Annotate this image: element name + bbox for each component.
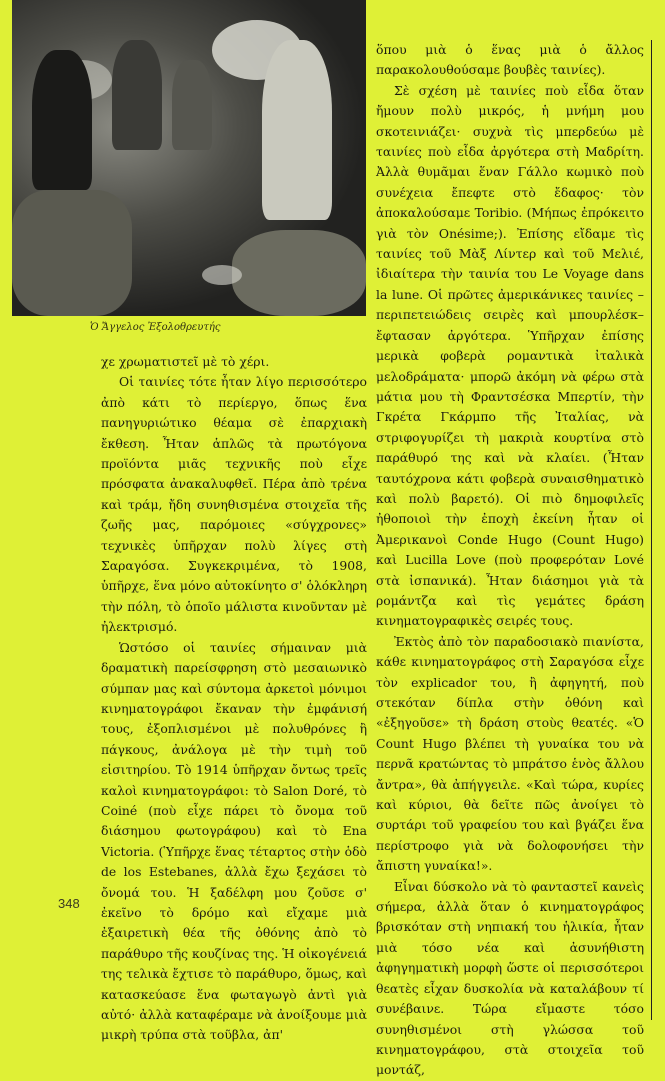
page-edge-rule: [651, 40, 652, 1020]
paragraph: χε χρωματιστεῖ μὲ τὸ χέρι.: [101, 354, 270, 369]
paragraph: Ὡστόσο οἱ ταινίες σήμαιναν μιὰ δραματικὴ παρείσφρηση στὸ μεσαιωνικὸ σύμπαν μας καὶ σύντομα ἀρκετοὶ μόνιμοι κινηματογράφοι ἔκαναν τὴν ἐμφάνισή τους, ἐξοπλισμένοι μὲ πολυθρόνες ἢ πάγκους, ἀνάλογα μὲ τὴν τιμὴ τοῦ εἰσιτηρίου. Τὸ 1914 ὑπῆρχαν ὄντως τρεῖς καλοὶ κινηματογράφοι: τὸ Salon Doré, τὸ Coiné (ποὺ εἶχε πάρει τὸ ὄνομα τοῦ διάσημου φωτογράφου) καὶ τὸ Ena Victoria. (Ὑπῆρχε ἕνας τέταρτος στὴν ὁδὸ de los Estebanes, ἀλλὰ ἔχω ξεχάσει τὸ ὄνομά του. Ἡ ξαδέλφη μου ζοῦσε σ' ἐκεῖνο τὸ δρόμο καὶ εἴχαμε μιὰ ἐξαιρετικὴ θέα τῆς ὀθόνης ἀπὸ τὸ παράθυρο τῆς κουζίνας της. Ἡ οἰκογένειά της τελικὰ ἔχτισε τὸ παράθυρο, ὅμως, καὶ κατασκεύασε ἕνα φωταγωγὸ ἀντὶ γιὰ αὐτό· ἀλλὰ καταφέραμε νὰ ἀνοίξουμε μιὰ μικρὴ τρύπα στὰ τοῦβλα, ἀπ': [101, 639, 367, 1043]
paragraph: Ἐκτὸς ἀπὸ τὸν παραδοσιακὸ πιανίστα, κάθε κινηματογράφος στὴ Σαραγόσα εἶχε τὸν explicador του, ἢ ἀφηγητή, ποὺ στεκόταν δίπλα στὴν ὀθόνη καὶ «ἐξηγοῦσε» τὴ δράση στοὺς θεατές. «Ὁ Count Hugo βλέπει τὴ γυναίκα του νὰ περνᾶ κρατώντας τὸ μπράτσο ἑνὸς ἄλλου ἄντρα», θὰ ἀπήγγειλε. «Καὶ τώρα, κυρίες καὶ κύριοι, θὰ δεῖτε πῶς ἀνοίγει τὸ συρτάρι τοῦ γραφείου του καὶ βγάζει ἕνα περίστροφο γιὰ νὰ δολοφονήσει τὴν ἄπιστη γυναίκα!».: [376, 633, 644, 874]
paragraph: Οἱ ταινίες τότε ἦταν λίγο περισσότερο ἀπὸ κάτι τὸ περίεργο, ὅπως ἕνα πανηγυριώτικο θέαμα σὲ ἐπαρχιακὴ ἔκθεση. Ἦταν ἁπλῶς τὰ πρωτόγονα προϊόντα μιᾶς τεχνικῆς ποὺ εἶχε πρόσφατα ἀνακαλυφθεῖ. Πέρα ἀπὸ τρένα καὶ τράμ, ἤδη συνηθισμένα στοιχεῖα τῆς ζωῆς μας, παρόμοιες «σύγχρονες» τεχνικὲς ὑπῆρχαν πολὺ λίγες στὴ Σαραγόσα. Συγκεκριμένα, τὸ 1908, ὑπῆρχε, ἕνα μόνο αὐτοκίνητο σ' ὁλόκληρη τὴν πόλη, τὸ ὁποῖο μάλιστα κινοῦνταν μὲ ἠλεκτρισμό.: [101, 374, 367, 635]
right-text-column: [376, 40, 644, 1081]
paragraph: Εἶναι δύσκολο νὰ τὸ φανταστεῖ κανεὶς σήμερα, ἀλλὰ ὅταν ὁ κινηματογράφος βρισκόταν στὴ νηπιακή του ἡλικία, ἦταν μιὰ τόσο νέα καὶ ἀσυνήθιστη ἀφηγηματικὴ μορφὴ ὥστε οἱ περισσότεροι θεατὲς εἶχαν δυσκολία νὰ καταλάβουν τί συνέβαινε. Τώρα εἴμαστε τόσο συνηθισμένοι στὴ γλώσσα τοῦ κινηματογράφου, στὰ στοιχεῖα τοῦ μοντάζ,: [376, 878, 644, 1078]
photo-caption: Ὁ Ἄγγελος Ἐξολοθρευτής: [90, 322, 221, 333]
page-number: 348: [58, 896, 80, 911]
left-text-column: [101, 352, 367, 1046]
film-still-photo: [12, 0, 366, 316]
paragraph: ὅπου μιὰ ὁ ἕνας μιὰ ὁ ἄλλος παρακολουθούσαμε βουβὲς ταινίες).: [376, 42, 644, 78]
paragraph: Σὲ σχέση μὲ ταινίες ποὺ εἶδα ὅταν ἤμουν πολὺ μικρός, ἡ μνήμη μου σκοτεινιάζει· συχνὰ τὶς μπερδεύω μὲ ταινίες ποὺ εἶδα ἀργότερα στὴ Μαδρίτη. Ἀλλὰ θυμᾶμαι ἕναν Γάλλο κωμικὸ ποὺ συνέχεια ἔπεφτε στὸ ἔδαφος· τὸν ἀποκαλούσαμε Toribio. (Μήπως ἐπρόκειτο γιὰ τὸν Onésime;). Ἐπίσης εἴδαμε τὶς ταινίες τοῦ Μὰξ Λίντερ καὶ τοῦ Μελιέ, ἰδιαίτερα τὴν ταινία του Le Voyage dans la lune. Οἱ πρῶτες ἀμερικάνικες ταινίες –περιπετειώδεις σειρὲς καὶ μπουρλέσκ– ἔφτασαν ἀργότερα. Ὑπῆρχαν ἐπίσης μερικὰ φοβερὰ ρομαντικὰ ἰταλικὰ μελοδράματα· μπορῶ ἀκόμη νὰ φέρω στὰ μάτια μου τὴ Φραντσέσκα Μπερτίν, τὴν Γκρέτα Γκάρμπο τῆς Ἰταλίας, νὰ στριφογυρίζει τὴ μακριὰ κουρτίνα στὸ παράθυρό της καὶ νὰ κλαίει. (Ἦταν ταυτόχρονα κάτι φοβερὰ συναισθηματικὸ καὶ πολὺ βαρετό). Οἱ πιὸ δημοφιλεῖς ἠθοποιοὶ τὴν ἐποχὴ ἐκείνη ἦταν οἱ Ἀμερικανοὶ Conde Hugo (Count Hugo) καὶ Lucilla Love (ποὺ προφερόταν Lové στὰ ἰσπανικά). Ἦταν διάσημοι γιὰ τὰ ρομάντζα καὶ τὶς γεμάτες δράση κινηματογραφικὲς σειρές τους.: [376, 82, 644, 629]
